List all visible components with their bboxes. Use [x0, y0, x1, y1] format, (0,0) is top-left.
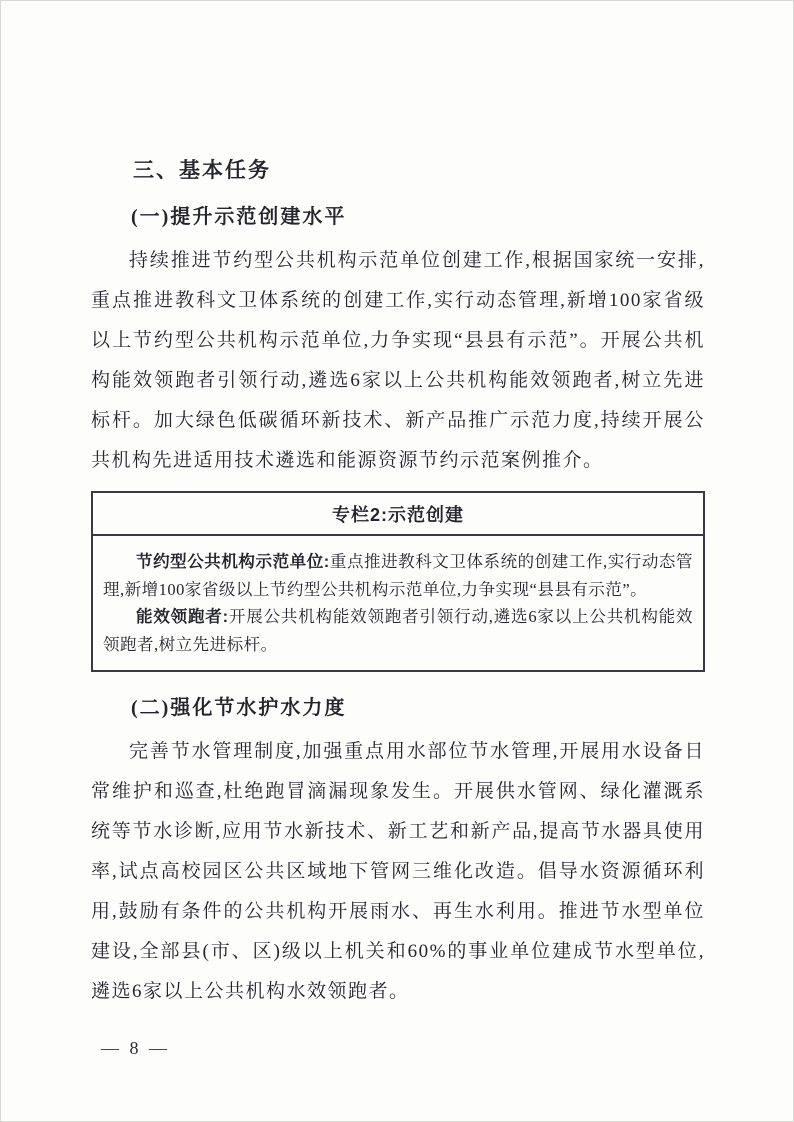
paragraph-2: 完善节水管理制度,加强重点用水部位节水管理,开展用水设备日常维护和巡查,杜绝跑冒滴漏现象发生。开展供水管网、绿化灌溉系统等节水诊断,应用节水新技术、新工艺和新产品,提高节水器具使用率,试点高校园区公共区域地下管网三维化改造。倡导水资源循环利用,鼓励有条件的公共机构开展雨水、再生水利用。推进节水型单位建设,全部县(市、区)级以上机关和60%的事业单位建成节水型单位,遴选6家以上公共机构水效领跑者。	[91, 741, 705, 1002]
feature-box-item-1-text: 重点推进教科文卫体系统的创建工作,实行动态管理,新增100家省级以上节约型公共机构示范单位,力争实现“县县有示范”。	[103, 552, 694, 599]
subsection-2-heading: (二)强化节水护水力度	[131, 697, 347, 719]
feature-box-body	[93, 536, 703, 670]
page-number: — 8 —	[101, 1038, 170, 1058]
subsection-1-heading: (一)提升示范创建水平	[131, 206, 347, 228]
section-heading: 三、基本任务	[133, 159, 271, 182]
document-content	[91, 151, 705, 1018]
feature-box-item-2	[103, 603, 693, 658]
feature-box-item-1	[103, 548, 693, 603]
feature-box	[91, 491, 705, 672]
paragraph-1: 持续推进节约型公共机构示范单位创建工作,根据国家统一安排,重点推进教科文卫体系统的创建工作,实行动态管理,新增100家省级以上节约型公共机构示范单位,力争实现“县县有示范”。开展公共机构能效领跑者引领行动,遴选6家以上公共机构能效领跑者,树立先进标杆。加大绿色低碳循环新技术、新产品推广示范力度,持续开展公共机构先进适用技术遴选和能源资源节约示范案例推介。	[91, 250, 705, 471]
feature-box-title: 专栏2:示范创建	[93, 493, 703, 536]
feature-box-item-1-label: 节约型公共机构示范单位:	[136, 553, 330, 571]
feature-box-item-2-label: 能效领跑者:	[136, 608, 229, 626]
feature-box-item-2-text: 开展公共机构能效领跑者引领行动,遴选6家以上公共机构能效领跑者,树立先进标杆。	[103, 607, 693, 654]
